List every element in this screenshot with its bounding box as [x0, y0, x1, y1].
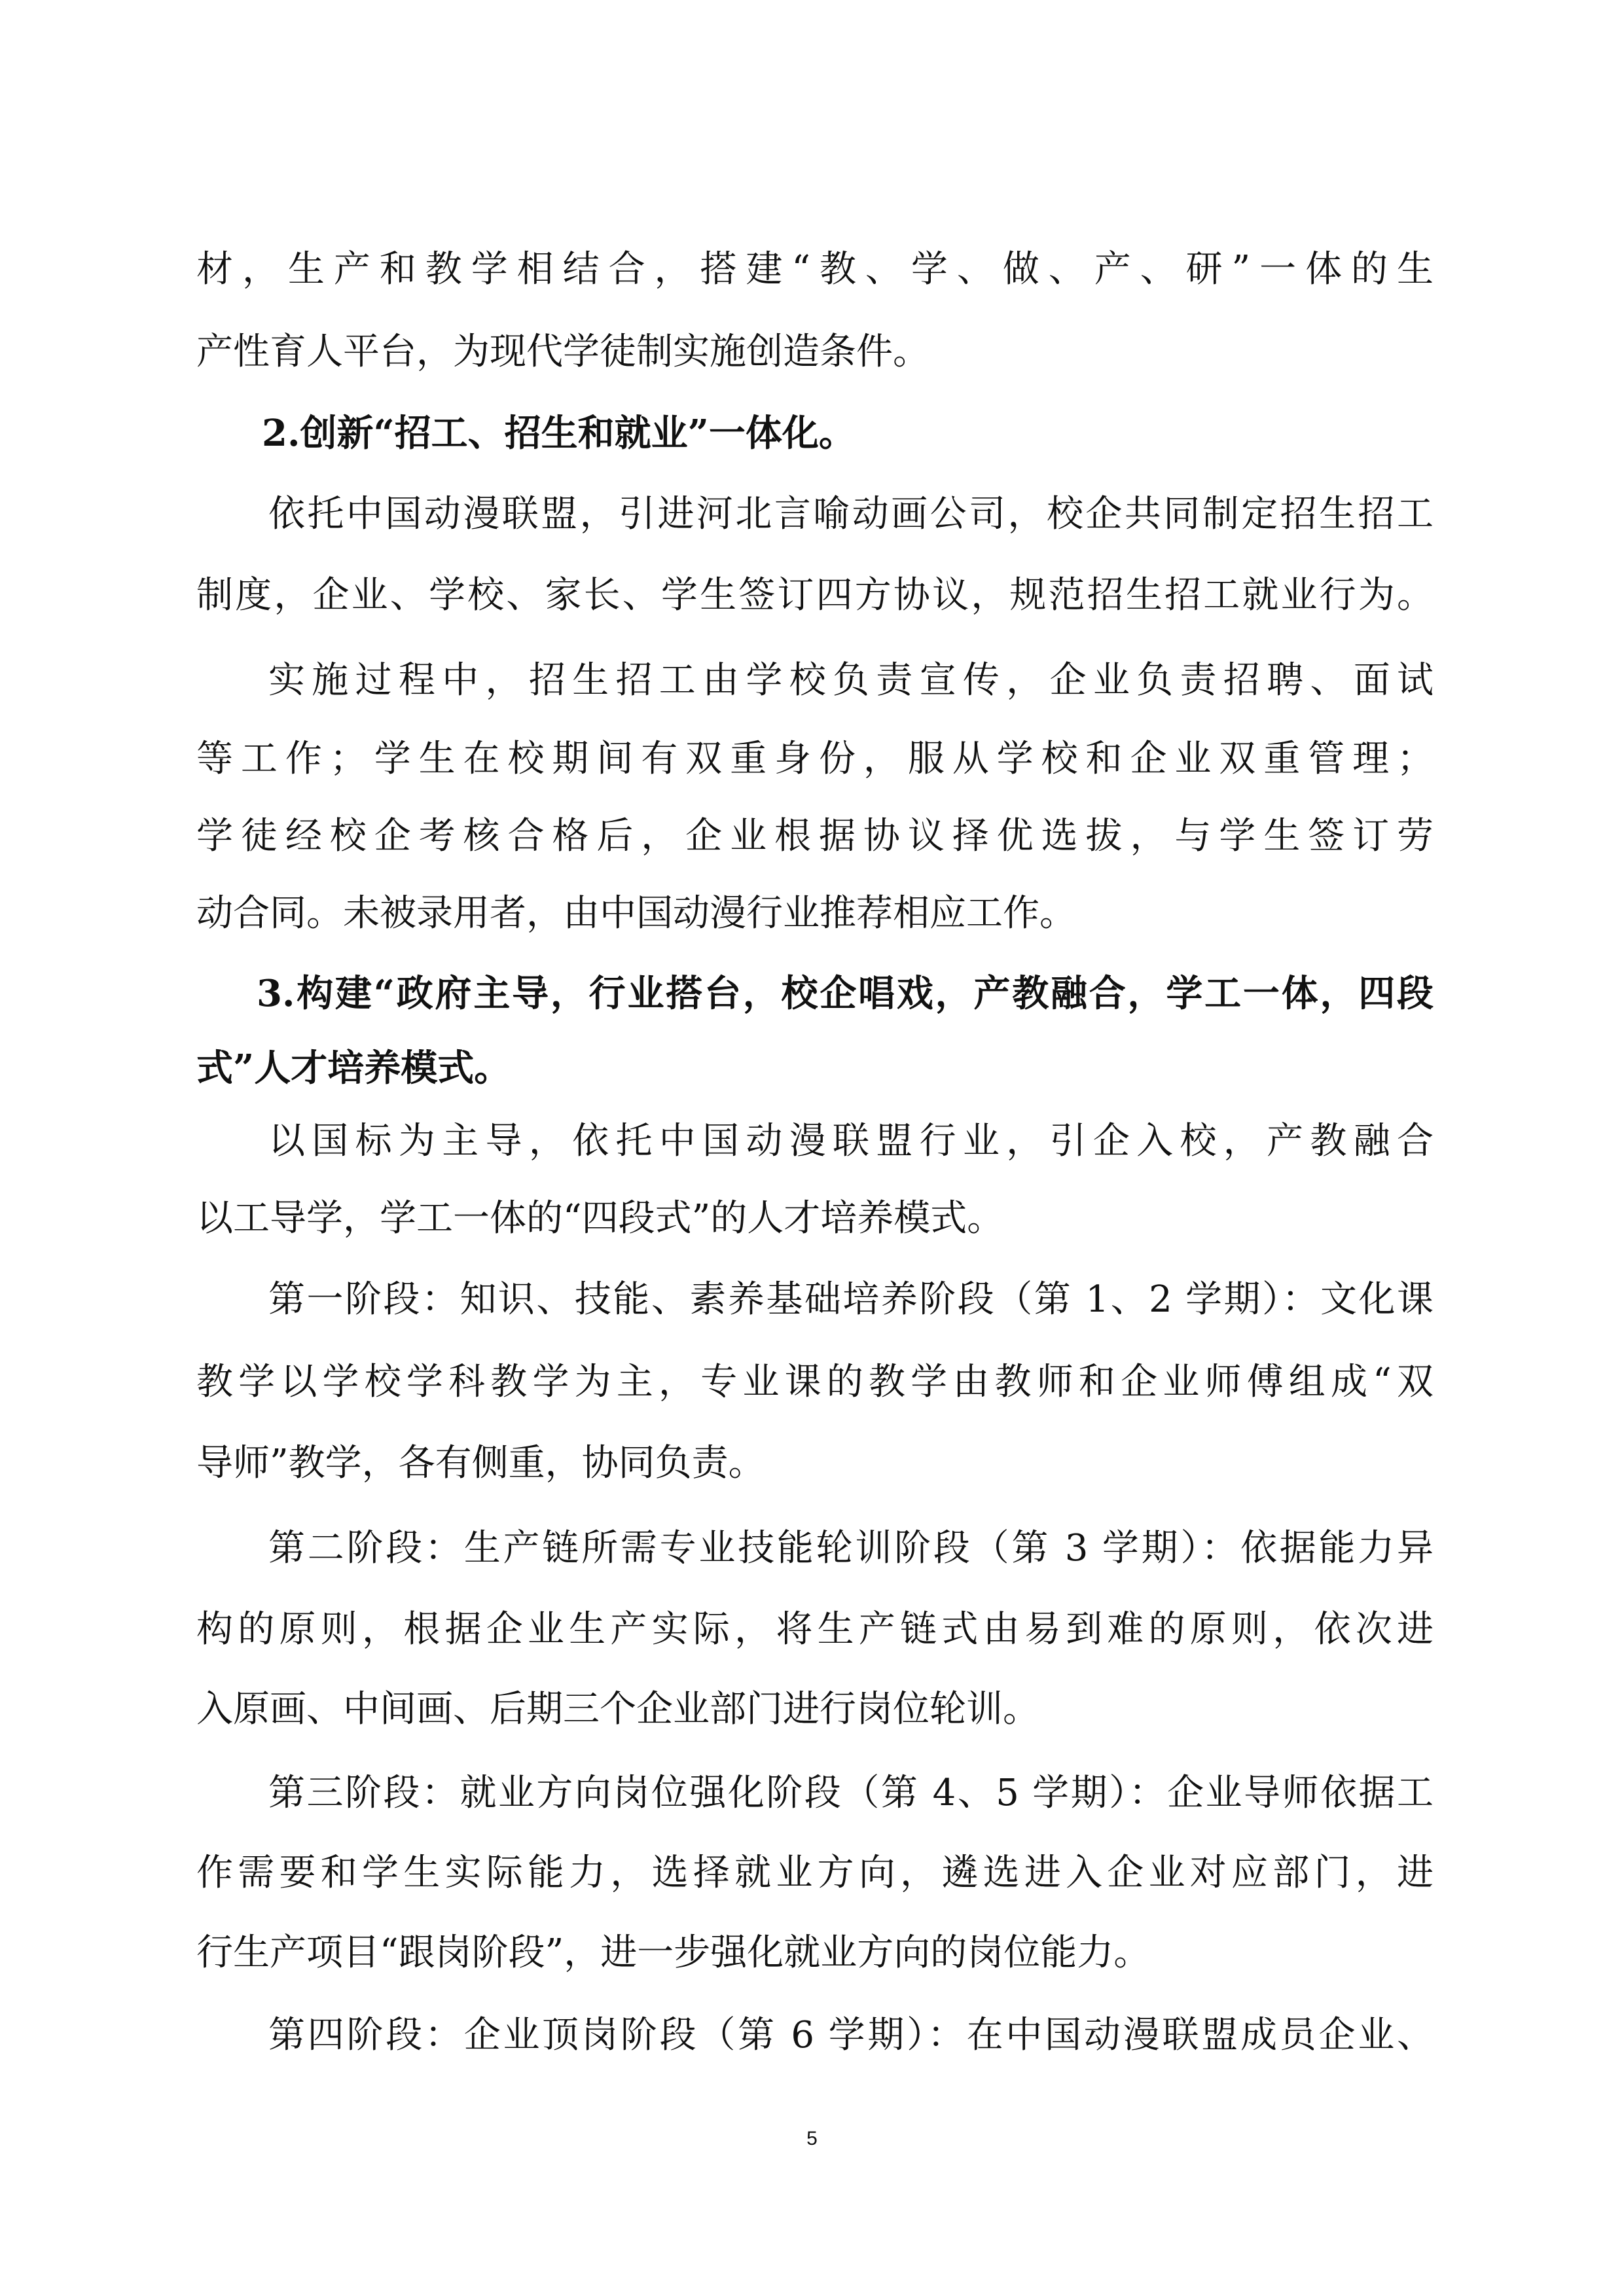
- body-text-line: 导师”教学，各有侧重，协同负责。: [196, 1442, 765, 1484]
- body-text-line: 行生产项目“跟岗阶段”，进一步强化就业方向的岗位能力。: [196, 1931, 1151, 1974]
- body-text-line: 作需要和学生实际能力，选择就业方向，遴选进入企业对应部门，进: [196, 1852, 1434, 1894]
- stage-two-line: 第二阶段：生产链所需专业技能轮训阶段（第 3 学期）：依据能力异: [268, 1527, 1434, 1570]
- body-text-line: 构的原则，根据企业生产实际，将生产链式由易到难的原则，依次进: [196, 1608, 1434, 1651]
- body-text-line: 动合同。未被录用者，由中国动漫行业推荐相应工作。: [196, 892, 1076, 935]
- body-text-line: 以国标为主导，依托中国动漫联盟行业，引企入校，产教融合: [268, 1120, 1434, 1162]
- body-text-line: 学徒经校企考核合格后，企业根据协议择优选拔，与学生签订劳: [196, 815, 1434, 857]
- stage-three-line: 第三阶段：就业方向岗位强化阶段（第 4、5 学期）：企业导师依据工: [268, 1772, 1434, 1814]
- section-heading-3-continued: 式”人才培养模式。: [196, 1047, 511, 1090]
- body-text-line: 实施过程中，招生招工由学校负责宣传，企业负责招聘、面试: [268, 659, 1434, 702]
- body-text-line: 教学以学校学科教学为主，专业课的教学由教师和企业师傅组成“双: [196, 1361, 1434, 1403]
- section-heading-2: 2.创新“招工、招生和就业”一体化。: [262, 412, 856, 455]
- body-text-line: 依托中国动漫联盟，引进河北言喻动画公司，校企共同制定招生招工: [268, 493, 1434, 535]
- body-text-line: 入原画、中间画、后期三个企业部门进行岗位轮训。: [196, 1688, 1039, 1731]
- stage-four-line: 第四阶段：企业顶岗阶段（第 6 学期）：在中国动漫联盟成员企业、: [268, 2014, 1434, 2056]
- body-text-line: 产性育人平台，为现代学徒制实施创造条件。: [196, 331, 929, 373]
- body-text-line: 以工导学，学工一体的“四段式”的人才培养模式。: [196, 1197, 1004, 1240]
- body-text-line: 制度，企业、学校、家长、学生签订四方协议，规范招生招工就业行为。: [196, 574, 1434, 617]
- body-text-line: 等工作；学生在校期间有双重身份，服从学校和企业双重管理；: [196, 738, 1434, 780]
- section-heading-3: 3.构建“政府主导，行业搭台，校企唱戏，产教融合，学工一体，四段: [257, 972, 1434, 1015]
- body-text-line: 材，生产和教学相结合，搭建“教、学、做、产、研”一体的生: [196, 248, 1434, 291]
- page-number: 5: [806, 2128, 818, 2149]
- stage-one-line: 第一阶段：知识、技能、素养基础培养阶段（第 1、2 学期）：文化课: [268, 1278, 1434, 1321]
